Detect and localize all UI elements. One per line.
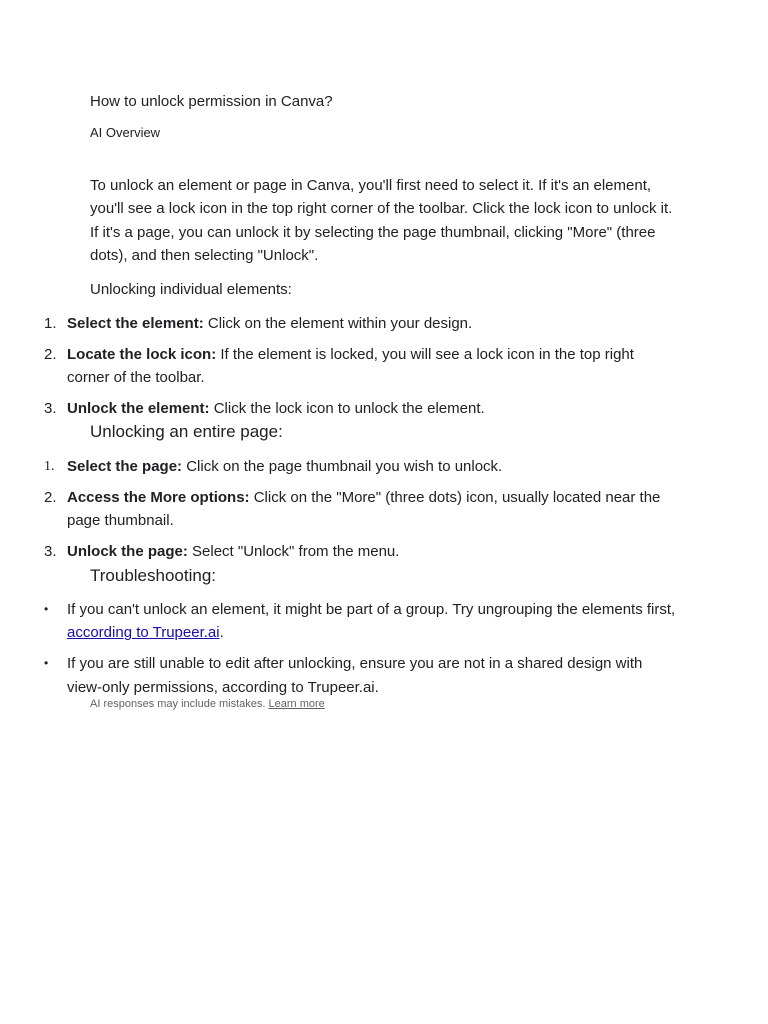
list-item — [0, 540, 680, 563]
learn-more-link[interactable]: Learn more — [268, 698, 325, 710]
list-item-number: 1. — [44, 315, 57, 332]
step-title: Locate the lock icon: — [67, 345, 217, 363]
list-item-number: 1. — [44, 459, 55, 474]
tip-text: If you are still unable to edit after unlocking, ensure you are not in a shared design with view-only permissions, according to Trupeer.ai. — [67, 655, 643, 696]
disclaimer-text: AI responses may include mistakes. — [90, 698, 269, 710]
search-question: How to unlock permission in Canva? — [90, 93, 333, 110]
bullet-marker: • — [44, 602, 49, 616]
step-text: Click on the element within your design. — [203, 315, 473, 332]
section-heading-entire-page: Unlocking an entire page: — [90, 422, 283, 441]
ai-disclaimer — [90, 697, 325, 711]
step-title: Access the More options: — [67, 488, 250, 506]
step-title: Unlock the element: — [67, 400, 210, 418]
individual-elements-steps — [0, 312, 680, 428]
step-text: Select "Unlock" from the menu. — [187, 543, 400, 561]
overview-intro-paragraph: To unlock an element or page in Canva, you'll first need to select it. If it's an element, you'll see a lock icon in the top right corner of the toolbar. Click the lock icon to unlock it. If it's a page, you can unlock it by selecting the page thumbnail, clicking "More" (three dots), and then selecting "Unlock". — [90, 177, 673, 264]
tip-text-end: . — [219, 624, 224, 642]
list-item — [0, 343, 680, 390]
list-item — [0, 486, 680, 533]
tip-text: If you can't unlock an element, it might be part of a group. Try ungrouping the elements first, — [67, 601, 676, 618]
step-title: Select the element: — [67, 315, 204, 332]
section-label-individual-elements: Unlocking individual elements: — [90, 281, 292, 298]
list-item — [0, 397, 680, 420]
bullet-marker: • — [44, 656, 49, 671]
list-item — [0, 312, 680, 335]
step-text: Click on the page thumbnail you wish to unlock. — [182, 458, 503, 475]
entire-page-steps — [0, 455, 680, 571]
list-item — [0, 598, 680, 645]
list-item — [0, 455, 680, 478]
list-item-number: 2. — [44, 345, 57, 363]
list-item-number: 3. — [44, 543, 57, 561]
step-title: Unlock the page: — [67, 543, 188, 561]
step-text: Click on the "More" (three dots) icon, usually located near the page thumbnail. — [67, 488, 661, 530]
section-heading-troubleshooting: Troubleshooting: — [90, 566, 217, 585]
step-text: Click the lock icon to unlock the element. — [209, 400, 485, 418]
list-item — [0, 652, 680, 699]
ai-overview-label: AI Overview — [90, 125, 161, 140]
troubleshooting-list — [0, 598, 680, 707]
step-text: If the element is locked, you will see a lock icon in the top right corner of the toolbar. — [67, 345, 634, 387]
list-item-number: 3. — [44, 400, 57, 418]
step-title: Select the page: — [67, 458, 183, 475]
list-item-number: 2. — [44, 488, 57, 506]
source-link-trupeer[interactable]: according to Trupeer.ai — [67, 624, 220, 642]
